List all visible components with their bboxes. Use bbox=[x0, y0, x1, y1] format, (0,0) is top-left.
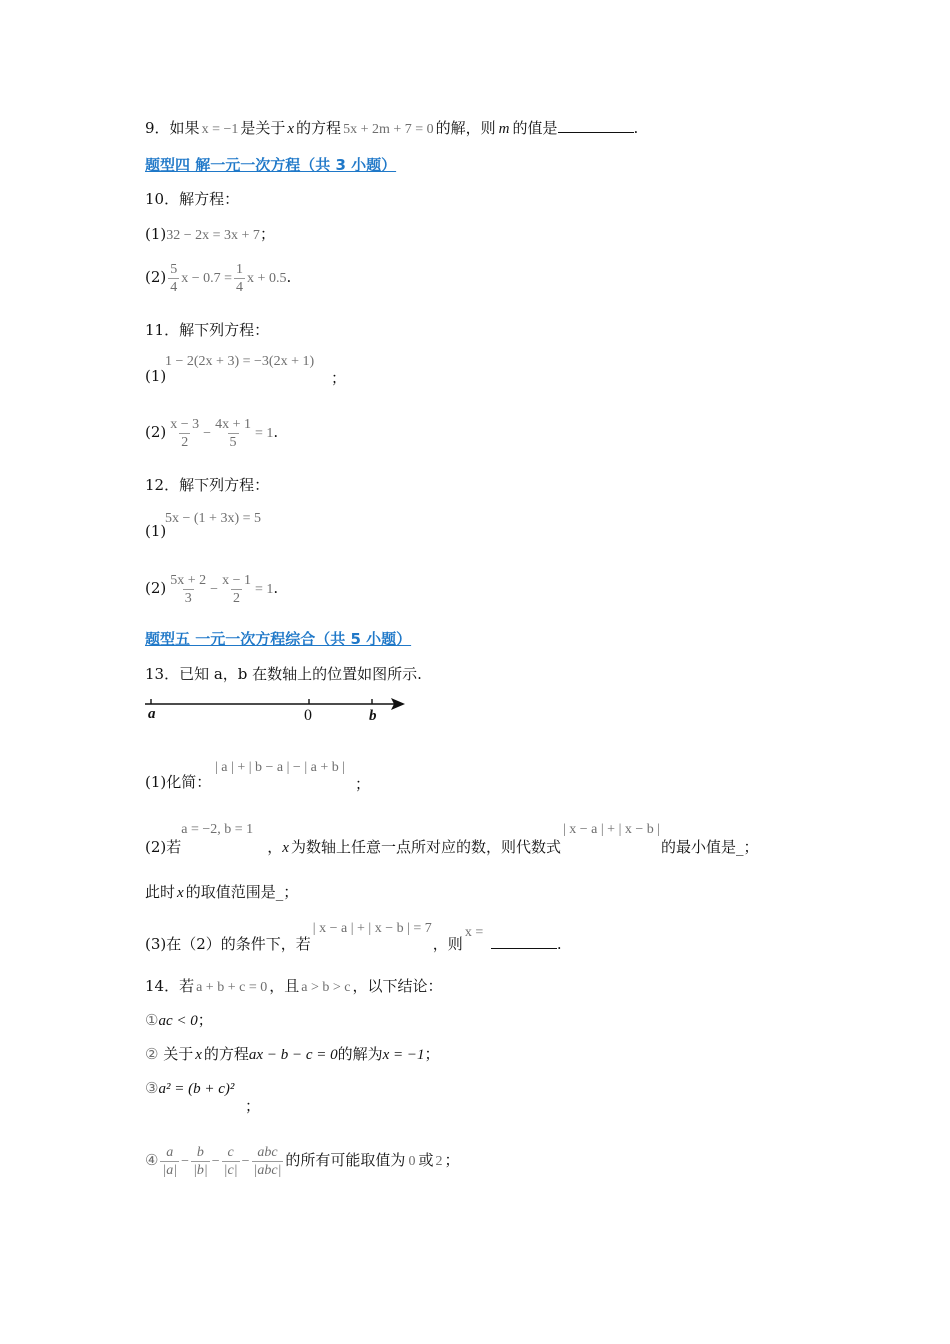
text: 的方程 bbox=[203, 1045, 249, 1063]
math-expression: x = bbox=[464, 925, 484, 940]
text: ，以下结论： bbox=[352, 977, 443, 995]
fraction bbox=[252, 1144, 284, 1179]
fraction bbox=[168, 572, 208, 607]
punctuation: ； bbox=[444, 1151, 460, 1169]
denominator: 2 bbox=[181, 434, 189, 450]
answer-blank[interactable]: _； bbox=[735, 838, 759, 856]
minus-sign: − bbox=[241, 1154, 250, 1169]
numerator: 5x + 2 bbox=[170, 572, 207, 588]
text: 的方程 bbox=[296, 119, 342, 137]
number-line bbox=[143, 692, 408, 726]
fraction bbox=[191, 1144, 210, 1179]
variable: m bbox=[498, 121, 510, 137]
expression-box bbox=[561, 822, 661, 852]
math-expression: x = −1 bbox=[382, 1047, 425, 1063]
part-label: (1) bbox=[145, 225, 167, 243]
punctuation: ； bbox=[355, 775, 371, 793]
label-a: a bbox=[148, 706, 156, 722]
question-13-part-1 bbox=[145, 760, 371, 793]
question-10-part-2 bbox=[145, 258, 291, 298]
part-label: (3)在（2）的条件下，若 bbox=[145, 935, 311, 953]
numerator: 5 bbox=[170, 261, 178, 277]
text: 14．若 bbox=[145, 977, 195, 995]
numerator: abc bbox=[257, 1144, 278, 1160]
text: ，则 bbox=[432, 935, 463, 953]
fraction bbox=[220, 572, 253, 607]
denominator: |b| bbox=[193, 1162, 208, 1178]
question-10-part-1 bbox=[145, 224, 275, 246]
text: ，且 bbox=[269, 977, 300, 995]
punctuation: . bbox=[556, 935, 562, 953]
punctuation: ； bbox=[259, 225, 275, 243]
math-expression: ax − b − c = 0 bbox=[248, 1047, 338, 1063]
question-9 bbox=[145, 118, 638, 140]
denominator: 4 bbox=[236, 279, 244, 295]
denominator: |a| bbox=[162, 1162, 178, 1178]
variable: x bbox=[177, 885, 184, 901]
expression-box bbox=[311, 921, 433, 949]
variable: x bbox=[282, 840, 289, 856]
text: 关于 bbox=[158, 1045, 194, 1063]
punctuation: ； bbox=[197, 1011, 213, 1029]
math-expression: a² = (b + c)² bbox=[158, 1081, 235, 1097]
section-heading-4[interactable]: 题型四 解一元一次方程（共 3 小题） bbox=[145, 156, 397, 174]
math-expression: a = −2, b = 1 bbox=[181, 822, 254, 837]
text: 是关于 bbox=[240, 119, 286, 137]
question-12-part-1 bbox=[145, 511, 262, 541]
math-expression: 1 − 2(2x + 3) = −3(2x + 1) bbox=[165, 354, 315, 369]
conclusion-2 bbox=[145, 1044, 440, 1065]
text: 此时 bbox=[145, 883, 176, 901]
question-11-part-1 bbox=[145, 354, 347, 387]
text: 为数轴上任意一点所对应的数，则代数式 bbox=[290, 838, 561, 856]
denominator: |abc| bbox=[253, 1162, 282, 1178]
label-zero: 0 bbox=[304, 707, 312, 724]
value: 2 bbox=[435, 1154, 443, 1169]
part-label: (2) bbox=[145, 579, 167, 597]
text: 如果 bbox=[169, 119, 200, 137]
answer-blank[interactable] bbox=[558, 132, 634, 133]
fraction bbox=[213, 416, 253, 451]
answer-blank[interactable] bbox=[491, 948, 557, 949]
part-label: (1) bbox=[145, 522, 167, 540]
conclusion-1 bbox=[145, 1010, 213, 1031]
text: ， bbox=[267, 838, 283, 856]
question-10-stem: 10．解方程： bbox=[145, 190, 240, 208]
punctuation: . bbox=[273, 579, 279, 597]
section-heading-5[interactable]: 题型五 一元一次方程综合（共 5 小题） bbox=[145, 630, 412, 648]
math-expression: x − 0.7 = bbox=[181, 271, 233, 286]
question-number: 9． bbox=[145, 119, 170, 137]
numerator: b bbox=[196, 1144, 204, 1160]
question-12-stem: 12．解下列方程： bbox=[145, 476, 270, 494]
question-13-part-3 bbox=[145, 921, 562, 954]
punctuation: ； bbox=[331, 369, 347, 387]
punctuation: . bbox=[633, 119, 639, 137]
math-expression: ac < 0 bbox=[158, 1013, 198, 1029]
numerator: 4x + 1 bbox=[215, 416, 251, 432]
numerator: 1 bbox=[236, 261, 244, 277]
minus-sign: − bbox=[210, 582, 219, 597]
part-label: (2) bbox=[145, 423, 167, 441]
question-14-stem bbox=[145, 976, 442, 998]
label-b: b bbox=[369, 708, 377, 724]
denominator: 3 bbox=[184, 590, 192, 606]
math-expression: 32 − 2x = 3x + 7 bbox=[166, 228, 260, 243]
expression-box bbox=[463, 925, 491, 949]
fraction bbox=[222, 1144, 240, 1179]
text: 的解为 bbox=[337, 1045, 383, 1063]
question-11-part-2 bbox=[145, 412, 278, 454]
question-13-stem: 13．已知 a，b 在数轴上的位置如图所示. bbox=[145, 665, 422, 683]
circled-number: ④ bbox=[145, 1153, 159, 1169]
text: 的最小值是 bbox=[660, 838, 736, 856]
question-12-part-2 bbox=[145, 568, 278, 610]
text: 的所有可能取值为 bbox=[285, 1151, 406, 1169]
numerator: x − 1 bbox=[222, 572, 251, 588]
variable: x bbox=[195, 1047, 202, 1063]
math-expression: | a | + | b − a | − | a + b | bbox=[215, 760, 346, 775]
math-expression: = 1 bbox=[254, 426, 274, 441]
question-13-part-2b bbox=[145, 882, 298, 903]
math-expression: 5x + 2m + 7 = 0 bbox=[343, 122, 434, 137]
conclusion-4 bbox=[145, 1140, 459, 1182]
numerator: x − 3 bbox=[170, 416, 200, 432]
minus-sign: − bbox=[203, 426, 212, 441]
denominator: |c| bbox=[223, 1162, 238, 1178]
part-label: (2)若 bbox=[145, 838, 182, 856]
text: 的取值范围是 bbox=[185, 883, 276, 901]
punctuation: ； bbox=[424, 1045, 440, 1063]
circled-number: ① bbox=[145, 1013, 159, 1029]
fraction bbox=[168, 416, 201, 451]
circled-number: ② bbox=[145, 1047, 159, 1063]
math-expression: | x − a | + | x − b | bbox=[562, 822, 661, 837]
text: 的值是 bbox=[512, 119, 558, 137]
circled-number: ③ bbox=[145, 1081, 159, 1097]
math-expression: x = −1 bbox=[201, 122, 239, 137]
part-label: (1)化简： bbox=[145, 773, 212, 791]
math-expression: a > b > c bbox=[301, 980, 351, 995]
part-label: (2) bbox=[145, 268, 167, 286]
text: 或 bbox=[418, 1151, 434, 1169]
math-expression: x + 0.5 bbox=[247, 271, 287, 286]
minus-sign: − bbox=[181, 1154, 190, 1169]
fraction bbox=[160, 1144, 179, 1179]
numerator: c bbox=[227, 1144, 234, 1160]
denominator: 5 bbox=[229, 434, 237, 450]
fraction bbox=[234, 261, 245, 296]
condition-box bbox=[181, 822, 267, 852]
fraction bbox=[168, 261, 179, 296]
punctuation: . bbox=[286, 268, 292, 286]
question-13-part-2 bbox=[145, 822, 759, 858]
denominator: 2 bbox=[233, 590, 241, 606]
math-expression: = 1 bbox=[254, 582, 274, 597]
denominator: 4 bbox=[170, 279, 178, 295]
variable: x bbox=[287, 121, 295, 137]
punctuation: ； bbox=[245, 1097, 261, 1115]
math-expression: | x − a | + | x − b | = 7 bbox=[312, 921, 432, 936]
answer-blank[interactable]: _； bbox=[275, 883, 299, 901]
part-label: (1) bbox=[145, 367, 167, 385]
minus-sign: − bbox=[211, 1154, 220, 1169]
value: 0 bbox=[408, 1154, 416, 1169]
math-expression: a + b + c = 0 bbox=[196, 980, 268, 995]
numerator: a bbox=[166, 1144, 174, 1160]
math-expression: 5x − (1 + 3x) = 5 bbox=[165, 511, 262, 526]
punctuation: . bbox=[273, 423, 279, 441]
question-11-stem: 11．解下列方程： bbox=[145, 321, 270, 339]
conclusion-3 bbox=[145, 1078, 261, 1115]
text: 的解，则 bbox=[435, 119, 496, 137]
